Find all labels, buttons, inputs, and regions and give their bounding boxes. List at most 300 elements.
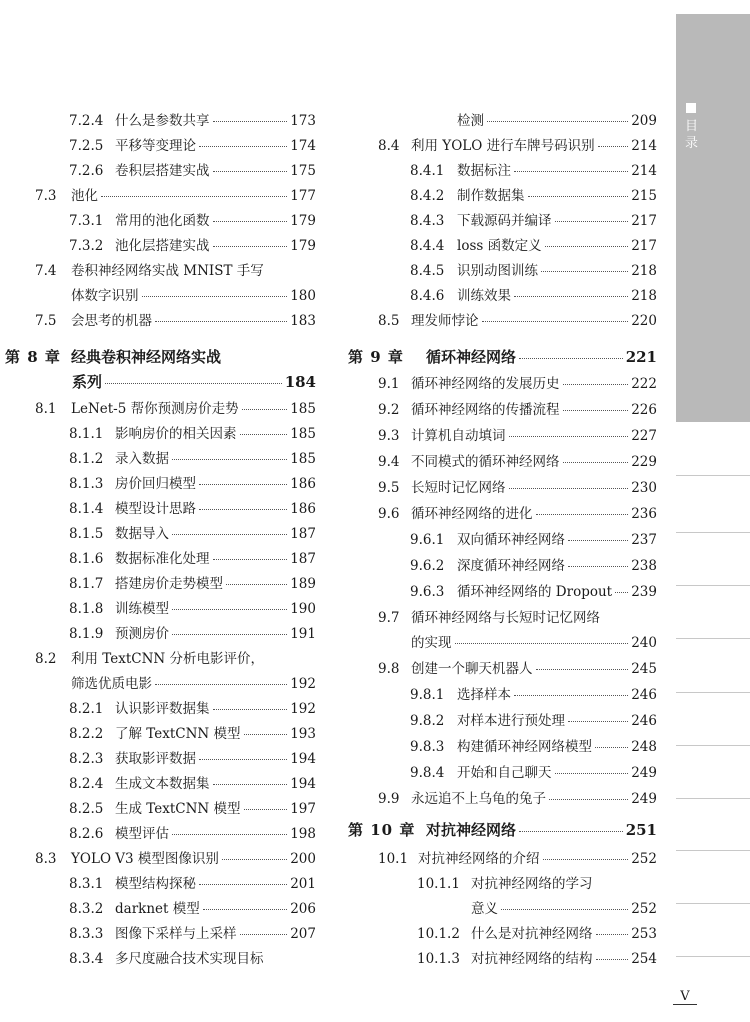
toc-entry — [345, 288, 657, 306]
toc-entry-number: 8.1.6 — [69, 551, 104, 567]
toc-chapter-entry — [345, 821, 657, 839]
toc-entry-number: 7.2.6 — [69, 163, 104, 179]
toc-entry-page: 217 — [631, 238, 657, 254]
toc-entry-page: 237 — [631, 532, 657, 548]
toc-entry-title: loss 函数定义 — [457, 238, 542, 254]
toc-entry — [0, 188, 316, 206]
toc-entry — [345, 313, 657, 331]
toc-entry-number: 10.1.2 — [417, 926, 460, 942]
toc-entry-title: 长短时记忆网络 — [411, 480, 506, 496]
toc-entry-title: 图像下采样与上采样 — [115, 926, 237, 942]
toc-entry-page: 191 — [290, 626, 316, 642]
toc-entry-number: 8.2.5 — [69, 801, 104, 817]
leader-dots — [568, 566, 628, 567]
side-rule — [676, 903, 750, 904]
toc-entry-page: 186 — [290, 476, 316, 492]
tab-square-icon — [686, 103, 696, 113]
toc-entry — [345, 402, 657, 420]
toc-entry-title: 模型评估 — [115, 826, 169, 842]
toc-entry — [345, 480, 657, 498]
leader-dots — [213, 246, 288, 247]
toc-entry — [345, 765, 657, 783]
leader-dots — [568, 721, 628, 722]
leader-dots — [482, 321, 629, 322]
toc-chapter-entry — [0, 373, 316, 391]
toc-entry-page: 185 — [290, 401, 316, 417]
leader-dots — [199, 484, 287, 485]
side-rule — [676, 850, 750, 851]
toc-entry-page: 183 — [290, 313, 316, 329]
toc-entry-number: 9.1 — [378, 376, 400, 392]
toc-entry-title: 生成文本数据集 — [115, 776, 210, 792]
side-rule — [676, 745, 750, 746]
toc-entry — [345, 635, 657, 653]
leader-dots — [615, 592, 628, 593]
toc-entry-title: 数据导入 — [115, 526, 169, 542]
leader-dots — [213, 221, 288, 222]
toc-entry-title: 数据标注 — [457, 163, 511, 179]
leader-dots — [563, 462, 629, 463]
leader-dots — [142, 296, 288, 297]
toc-entry-title: 卷积层搭建实战 — [115, 163, 210, 179]
toc-entry-page: 229 — [631, 454, 657, 470]
toc-entry — [0, 901, 316, 919]
toc-entry — [345, 558, 657, 576]
toc-entry-page: 218 — [631, 263, 657, 279]
toc-entry — [345, 791, 657, 809]
toc-entry — [0, 776, 316, 794]
toc-entry-title: 多尺度融合技术实现目标 — [115, 951, 264, 967]
toc-chapter-entry — [345, 348, 657, 366]
toc-entry-number: 8.1.4 — [69, 501, 104, 517]
toc-entry-number: 8.2 — [35, 651, 57, 667]
toc-entry-title: 训练模型 — [115, 601, 169, 617]
toc-entry-title: 平移等变理论 — [115, 138, 196, 154]
leader-dots — [455, 643, 629, 644]
leader-dots — [514, 695, 628, 696]
toc-entry-number: 9.2 — [378, 402, 400, 418]
toc-entry-number: 8.3.3 — [69, 926, 104, 942]
toc-entry-title: 计算机自动填词 — [411, 428, 506, 444]
toc-entry-page: 221 — [625, 348, 657, 366]
toc-entry-title: 体数字识别 — [71, 288, 139, 304]
toc-entry-number: 第 8 章 — [5, 348, 61, 366]
toc-entry-title: 识别动图训练 — [457, 263, 538, 279]
toc-entry-number: 7.3 — [35, 188, 57, 204]
toc-entry-number: 8.4.3 — [410, 213, 445, 229]
leader-dots — [213, 709, 288, 710]
toc-entry-number: 8.1.7 — [69, 576, 104, 592]
toc-entry — [345, 926, 657, 944]
toc-entry — [345, 851, 657, 869]
toc-entry — [345, 739, 657, 757]
leader-dots — [596, 934, 629, 935]
toc-entry-title: 的实现 — [411, 635, 452, 651]
toc-entry — [0, 801, 316, 819]
toc-entry-title: 模型结构探秘 — [115, 876, 196, 892]
toc-entry — [345, 263, 657, 281]
toc-entry-number: 8.3.2 — [69, 901, 104, 917]
leader-dots — [519, 831, 623, 832]
toc-entry-number: 8.1 — [35, 401, 57, 417]
page-number: V — [673, 990, 697, 1005]
toc-entry-number: 第 9 章 — [348, 348, 404, 366]
leader-dots — [155, 684, 287, 685]
toc-entry — [345, 454, 657, 472]
toc-entry-page: 173 — [290, 113, 316, 129]
toc-entry-page: 246 — [631, 713, 657, 729]
toc-entry-title: 获取影评数据 — [115, 751, 196, 767]
toc-entry-number: 9.6.3 — [410, 584, 445, 600]
toc-entry-page: 197 — [290, 801, 316, 817]
toc-entry — [0, 701, 316, 719]
toc-entry — [345, 901, 657, 919]
leader-dots — [105, 383, 282, 384]
leader-dots — [155, 321, 287, 322]
toc-entry-number: 8.4.5 — [410, 263, 445, 279]
toc-entry-title: 生成 TextCNN 模型 — [115, 801, 241, 817]
toc-entry-page: 198 — [290, 826, 316, 842]
toc-entry-title: 常用的池化函数 — [115, 213, 210, 229]
leader-dots — [541, 271, 628, 272]
toc-entry-number: 第 10 章 — [348, 821, 416, 839]
toc-entry-number: 8.5 — [378, 313, 400, 329]
toc-chapter-entry — [0, 348, 316, 366]
toc-entry-page: 200 — [290, 851, 316, 867]
toc-entry-title: 构建循环神经网络模型 — [457, 739, 592, 755]
toc-entry-title: 循环神经网络与长短时记忆网络 — [411, 610, 600, 626]
toc-entry-number: 8.2.3 — [69, 751, 104, 767]
toc-entry-page: 192 — [290, 701, 316, 717]
toc-entry-page: 189 — [290, 576, 316, 592]
toc-entry-title: 会思考的机器 — [71, 313, 152, 329]
side-rule — [676, 956, 750, 957]
toc-entry — [345, 188, 657, 206]
toc-entry — [345, 661, 657, 679]
toc-entry-page: 222 — [631, 376, 657, 392]
leader-dots — [199, 884, 287, 885]
toc-entry-page: 184 — [284, 373, 316, 391]
toc-entry-title: 搭建房价走势模型 — [115, 576, 223, 592]
leader-dots — [172, 634, 287, 635]
leader-dots — [199, 509, 287, 510]
side-rule — [676, 692, 750, 693]
toc-entry — [0, 138, 316, 156]
toc-entry — [345, 238, 657, 256]
toc-entry — [0, 876, 316, 894]
toc-entry — [0, 651, 316, 669]
toc-entry-page: 239 — [631, 584, 657, 600]
toc-entry-page: 217 — [631, 213, 657, 229]
toc-entry-number: 8.1.3 — [69, 476, 104, 492]
leader-dots — [240, 934, 288, 935]
toc-entry-title: 循环神经网络的 Dropout — [457, 584, 613, 600]
toc-entry-title: 对抗神经网络 — [426, 821, 517, 839]
toc-entry-page: 214 — [631, 138, 657, 154]
toc-entry-number: 8.1.8 — [69, 601, 104, 617]
toc-entry-page: 201 — [290, 876, 316, 892]
leader-dots — [514, 296, 628, 297]
toc-entry-number: 8.2.4 — [69, 776, 104, 792]
side-rule — [676, 585, 750, 586]
toc-entry-title: 意义 — [471, 901, 498, 917]
toc-entry — [0, 426, 316, 444]
toc-entry-page: 249 — [631, 791, 657, 807]
toc-entry-page: 177 — [290, 188, 316, 204]
toc-entry — [0, 113, 316, 131]
toc-entry-title: 下载源码并编译 — [457, 213, 552, 229]
toc-entry — [0, 401, 316, 419]
toc-entry-title: 池化层搭建实战 — [115, 238, 210, 254]
toc-entry-title: 利用 YOLO 进行车牌号码识别 — [411, 138, 595, 154]
toc-entry — [0, 926, 316, 944]
toc-entry — [345, 713, 657, 731]
toc-entry-number: 9.8.1 — [410, 687, 445, 703]
toc-entry-number: 7.3.1 — [69, 213, 104, 229]
toc-entry-page: 252 — [631, 851, 657, 867]
toc-entry-title: 创建一个聊天机器人 — [411, 661, 533, 677]
leader-dots — [213, 171, 288, 172]
toc-entry-title: 选择样本 — [457, 687, 511, 703]
side-tab-label: 目录 — [685, 119, 699, 151]
toc-entry — [0, 726, 316, 744]
toc-entry-page: 185 — [290, 426, 316, 442]
toc-entry-number: 9.9 — [378, 791, 400, 807]
toc-entry-number: 8.1.2 — [69, 451, 104, 467]
toc-entry-number: 8.3 — [35, 851, 57, 867]
leader-dots — [509, 488, 629, 489]
leader-dots — [244, 734, 288, 735]
toc-entry-title: 筛选优质电影 — [71, 676, 152, 692]
toc-entry — [345, 951, 657, 969]
toc-entry-title: 制作数据集 — [457, 188, 525, 204]
leader-dots — [563, 410, 629, 411]
toc-entry-number: 10.1 — [378, 851, 409, 867]
leader-dots — [242, 409, 288, 410]
toc-entry-title: 循环神经网络的进化 — [411, 506, 533, 522]
toc-entry-title: 永远追不上乌龟的兔子 — [411, 791, 546, 807]
leader-dots — [240, 434, 288, 435]
toc-entry-title: 深度循环神经网络 — [457, 558, 565, 574]
toc-entry-page: 190 — [290, 601, 316, 617]
leader-dots — [596, 959, 629, 960]
toc-entry — [0, 626, 316, 644]
toc-entry-number: 9.3 — [378, 428, 400, 444]
toc-entry-number: 7.2.5 — [69, 138, 104, 154]
toc-entry — [0, 951, 316, 969]
toc-entry — [0, 826, 316, 844]
toc-entry-number: 9.7 — [378, 610, 400, 626]
leader-dots — [222, 859, 287, 860]
leader-dots — [545, 246, 629, 247]
toc-entry-page: 194 — [290, 751, 316, 767]
leader-dots — [555, 221, 629, 222]
toc-entry-number: 9.5 — [378, 480, 400, 496]
toc-entry-page: 230 — [631, 480, 657, 496]
toc-entry-number: 9.6.1 — [410, 532, 445, 548]
toc-entry-number: 8.2.1 — [69, 701, 104, 717]
toc-entry — [345, 113, 657, 131]
toc-entry-page: 180 — [290, 288, 316, 304]
toc-entry-page: 206 — [290, 901, 316, 917]
side-rule — [676, 475, 750, 476]
toc-entry-page: 238 — [631, 558, 657, 574]
toc-entry-number: 7.3.2 — [69, 238, 104, 254]
toc-entry — [345, 876, 657, 894]
leader-dots — [203, 909, 287, 910]
leader-dots — [487, 121, 628, 122]
toc-entry-number: 9.6.2 — [410, 558, 445, 574]
leader-dots — [536, 514, 629, 515]
toc-entry-page: 174 — [290, 138, 316, 154]
toc-entry-title: 开始和自己聊天 — [457, 765, 552, 781]
leader-dots — [555, 773, 629, 774]
toc-entry-title: 对抗神经网络的结构 — [471, 951, 593, 967]
toc-entry-title: 对抗神经网络的介绍 — [418, 851, 540, 867]
toc-entry — [0, 238, 316, 256]
leader-dots — [509, 436, 629, 437]
toc-entry-page: 215 — [631, 188, 657, 204]
toc-entry-title: 训练效果 — [457, 288, 511, 304]
toc-entry-number: 10.1.3 — [417, 951, 460, 967]
side-rule — [676, 638, 750, 639]
toc-entry-number: 9.8.3 — [410, 739, 445, 755]
toc-entry-number: 7.4 — [35, 263, 57, 279]
leader-dots — [199, 759, 287, 760]
toc-entry-title: 什么是对抗神经网络 — [471, 926, 593, 942]
toc-entry-title: LeNet-5 帮你预测房价走势 — [71, 401, 239, 417]
toc-entry-title: 利用 TextCNN 分析电影评价， — [71, 651, 265, 667]
leader-dots — [528, 196, 629, 197]
leader-dots — [199, 146, 287, 147]
toc-entry-number: 9.8 — [378, 661, 400, 677]
toc-entry-number: 7.2.4 — [69, 113, 104, 129]
leader-dots — [172, 459, 287, 460]
toc-entry — [0, 551, 316, 569]
toc-entry-title: 什么是参数共享 — [115, 113, 210, 129]
leader-dots — [519, 358, 623, 359]
toc-entry-number: 8.2.6 — [69, 826, 104, 842]
toc-entry-title: 卷积神经网络实战 MNIST 手写 — [71, 263, 264, 279]
toc-entry-title: 房价回归模型 — [115, 476, 196, 492]
toc-entry-page: 187 — [290, 551, 316, 567]
toc-entry-page: 179 — [290, 238, 316, 254]
leader-dots — [213, 559, 288, 560]
toc-entry — [0, 213, 316, 231]
leader-dots — [244, 809, 288, 810]
toc-entry — [0, 313, 316, 331]
toc-entry-page: 192 — [290, 676, 316, 692]
toc-entry-page: 249 — [631, 765, 657, 781]
toc-entry — [345, 687, 657, 705]
toc-entry-page: 246 — [631, 687, 657, 703]
side-rule — [676, 532, 750, 533]
toc-entry-page: 179 — [290, 213, 316, 229]
toc-entry-number: 8.4.2 — [410, 188, 445, 204]
toc-entry-number: 9.8.4 — [410, 765, 445, 781]
toc-entry-page: 252 — [631, 901, 657, 917]
toc-entry-title: 不同模式的循环神经网络 — [411, 454, 560, 470]
toc-entry — [345, 138, 657, 156]
leader-dots — [226, 584, 287, 585]
toc-entry-title: 模型设计思路 — [115, 501, 196, 517]
toc-entry-number: 8.1.9 — [69, 626, 104, 642]
toc-entry-number: 8.3.1 — [69, 876, 104, 892]
toc-entry-page: 245 — [631, 661, 657, 677]
toc-entry-page: 240 — [631, 635, 657, 651]
toc-entry-page: 226 — [631, 402, 657, 418]
toc-entry-page: 214 — [631, 163, 657, 179]
toc-entry-page: 220 — [631, 313, 657, 329]
toc-entry — [0, 576, 316, 594]
toc-entry-page: 236 — [631, 506, 657, 522]
toc-entry-title: 对抗神经网络的学习 — [471, 876, 593, 892]
toc-entry-page: 253 — [631, 926, 657, 942]
leader-dots — [501, 909, 628, 910]
toc-entry-page: 218 — [631, 288, 657, 304]
toc-entry-title: 经典卷积神经网络实战 — [71, 348, 222, 366]
toc-entry-title: darknet 模型 — [115, 901, 200, 917]
leader-dots — [598, 146, 629, 147]
toc-entry-title: 池化 — [71, 188, 98, 204]
toc-entry-number: 7.5 — [35, 313, 57, 329]
toc-entry-number: 8.4 — [378, 138, 400, 154]
toc-entry-number: 8.4.1 — [410, 163, 445, 179]
toc-entry — [0, 288, 316, 306]
toc-entry — [0, 263, 316, 281]
toc-entry-page: 186 — [290, 501, 316, 517]
toc-entry-title: 数据标准化处理 — [115, 551, 210, 567]
toc-entry-title: 录入数据 — [115, 451, 169, 467]
toc-entry-title: 理发师悖论 — [411, 313, 479, 329]
leader-dots — [543, 859, 629, 860]
toc-entry-number: 8.2.2 — [69, 726, 104, 742]
leader-dots — [172, 534, 287, 535]
leader-dots — [213, 784, 288, 785]
toc-entry-title: 循环神经网络的发展历史 — [411, 376, 560, 392]
toc-entry-number: 9.8.2 — [410, 713, 445, 729]
toc-entry-number: 8.3.4 — [69, 951, 104, 967]
toc-entry — [0, 163, 316, 181]
leader-dots — [563, 384, 629, 385]
toc-entry-page: 209 — [631, 113, 657, 129]
leader-dots — [172, 609, 287, 610]
leader-dots — [595, 747, 628, 748]
toc-entry-title: 循环神经网络的传播流程 — [411, 402, 560, 418]
toc-entry-page: 185 — [290, 451, 316, 467]
toc-entry-number: 8.1.1 — [69, 426, 104, 442]
toc-entry-title: 检测 — [457, 113, 484, 129]
toc-entry-title: 了解 TextCNN 模型 — [115, 726, 241, 742]
toc-entry-page: 248 — [631, 739, 657, 755]
side-rule — [676, 798, 750, 799]
toc-entry-number: 10.1.1 — [417, 876, 460, 892]
toc-entry — [345, 506, 657, 524]
toc-entry — [0, 526, 316, 544]
toc-entry-number: 9.6 — [378, 506, 400, 522]
leader-dots — [514, 171, 628, 172]
leader-dots — [101, 196, 287, 197]
toc-entry-number: 8.4.6 — [410, 288, 445, 304]
toc-entry-title: 循环神经网络 — [426, 348, 517, 366]
toc-entry — [0, 601, 316, 619]
toc-entry — [345, 376, 657, 394]
leader-dots — [568, 540, 628, 541]
leader-dots — [172, 834, 287, 835]
toc-entry-page: 187 — [290, 526, 316, 542]
toc-entry-title: 系列 — [72, 373, 103, 391]
toc-entry-number: 8.1.5 — [69, 526, 104, 542]
